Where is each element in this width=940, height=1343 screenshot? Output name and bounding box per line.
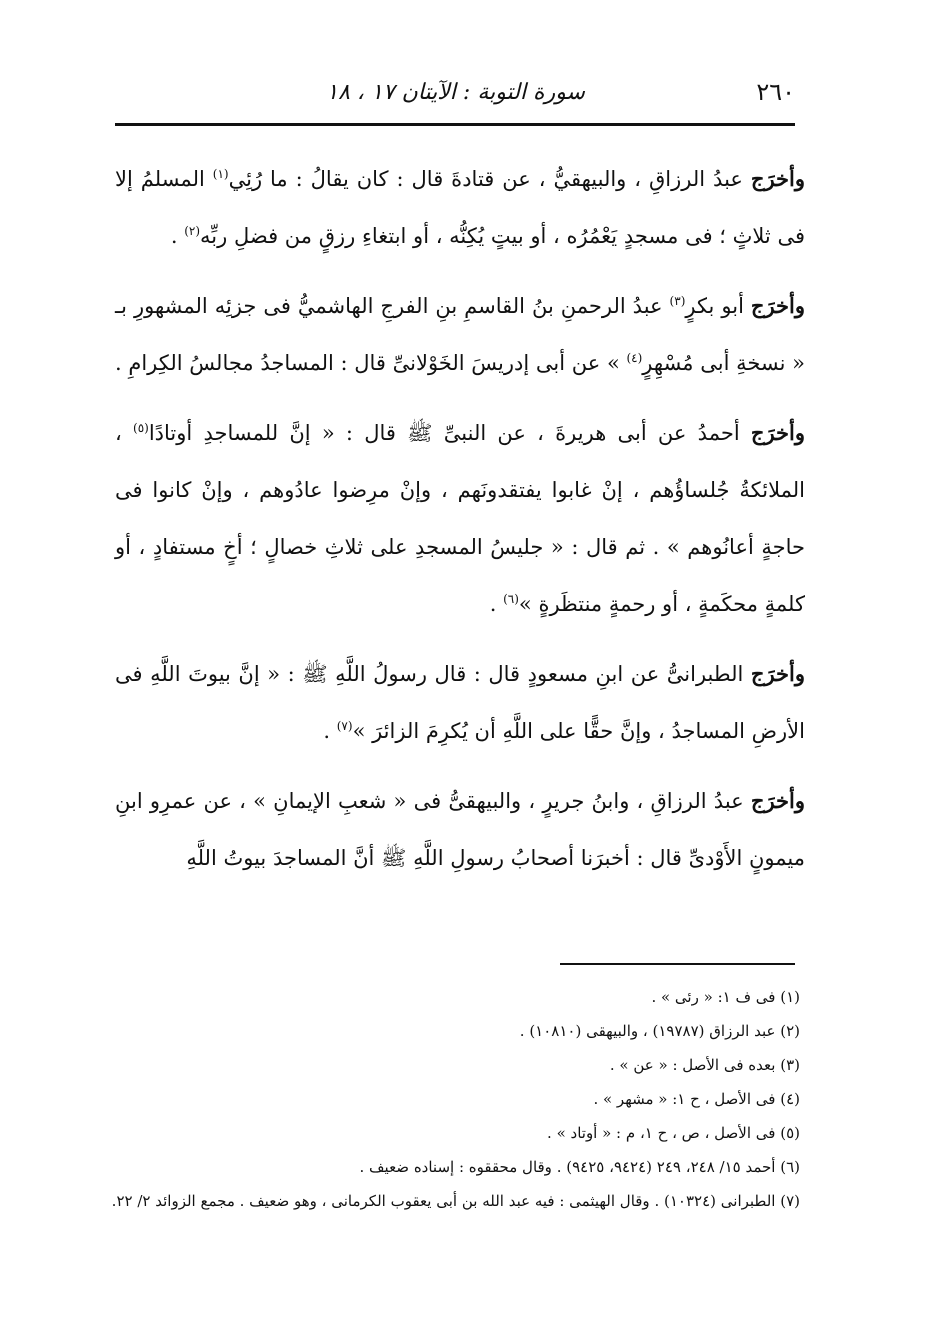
paragraph-text: . <box>170 224 185 248</box>
paragraph-text: » عن أبى إدريسَ الخَوْلانىِّ قال : المساجدُ مجالسُ الكِرامِ . <box>115 351 627 375</box>
paragraph-text: ، الملائكةُ جُلساؤُهم ، إنْ غابوا يفتقدونَهم ، وإنْ مرِضوا عادُوهم ، وإنْ كانوا فى حاجةٍ أعانُوهم » . ثم قال : « جليسُ المسجدِ على ثلاثِ خصالٍ ؛ أخٍ مستفادٍ ، أو كلمةٍ محكَمةٍ ، أو رحمةٍ منتظَرةٍ » <box>115 421 805 616</box>
running-title: سورة التوبة : الآيتان ١٧ ، ١٨ <box>326 80 585 105</box>
footnotes <box>111 980 800 1218</box>
page-header <box>115 78 795 118</box>
footnote-1: (١) فى ف ١: « رئى » . <box>651 988 800 1006</box>
paragraph-lead: وأخرَج <box>750 661 805 686</box>
paragraph-lead: وأخرَج <box>750 293 805 318</box>
paragraph-lead: وأخرَج <box>750 788 805 813</box>
main-text <box>115 150 805 899</box>
page-number: ٢٦٠ <box>756 78 795 106</box>
paragraph-4 <box>115 645 805 760</box>
paragraph-text: . <box>323 719 337 743</box>
footnote-marker: (٦) <box>503 592 519 606</box>
paragraph-text: . <box>489 592 504 616</box>
footnote-7: (٧) الطبرانى (١٠٣٢٤) . وقال الهيثمى : فيه عبد الله بن أبى يعقوب الكرمانى ، وهو ضعيف . مجمع الزوائد ٢/ ٢٢. <box>111 1192 800 1210</box>
paragraph-1 <box>115 150 805 265</box>
paragraph-3 <box>115 404 805 633</box>
footnote-rule <box>560 963 795 965</box>
paragraph-text: أحمدُ عن أبى هريرةَ ، عن النبىِّ ﷺ قال : « إنَّ للمساجدِ أوتادًا <box>148 421 751 445</box>
paragraph-text: المسلمُ إلا فى ثلاثٍ ؛ فى مسجدٍ يَعْمُرُه ، أو بيتٍ يُكِنُّه ، أو ابتغاءِ رزقٍ من فضلِ ربِّه <box>115 167 805 248</box>
footnote-6: (٦) أحمد ١٥/ ٢٤٨، ٢٤٩ (٩٤٢٤، ٩٤٢٥) . وقال محققوه : إسناده ضعيف . <box>359 1158 800 1176</box>
footnote-3: (٣) بعده فى الأصل : « عن » . <box>609 1056 800 1074</box>
paragraph-text: عبدُ الرزاقِ ، وابنُ جريرٍ ، والبيهقىُّ فى « شعبِ الإيمانِ » ، عن عمرِو ابنِ ميمونٍ الأَوْدىِّ قال : أخبرَنا أصحابُ رسولِ اللَّهِ ﷺ أنَّ المساجدَ بيوتُ اللَّهِ <box>115 789 805 870</box>
footnote-marker: (٤) <box>626 351 643 365</box>
paragraph-text: عبدُ الرزاقِ ، والبيهقيُّ ، عن قتادةَ قال : كان يقالُ : ما رُئِي <box>228 167 751 191</box>
footnote-marker: (١) <box>212 167 229 181</box>
footnote-marker: (٢) <box>184 224 201 238</box>
paragraph-text: أبو بكرٍ <box>685 294 751 318</box>
paragraph-lead: وأخرَج <box>750 420 805 445</box>
footnote-2: (٢) عبد الرزاق (١٩٧٨٧) ، والبيهقى (١٠٨١٠) . <box>519 1022 800 1040</box>
paragraph-5 <box>115 772 805 887</box>
footnote-4: (٤) فى الأصل ، ح ١: « مشهر » . <box>593 1090 800 1108</box>
footnote-marker: (٧) <box>336 719 353 733</box>
header-rule <box>115 123 795 126</box>
footnote-marker: (٣) <box>669 294 686 308</box>
paragraph-lead: وأخرَج <box>750 166 805 191</box>
paragraph-text: الطبرانىُّ عن ابنِ مسعودٍ قال : قال رسولُ اللَّهِ ﷺ : « إنَّ بيوتَ اللَّهِ فى الأرضِ المساجدُ ، وإنَّ حقًّا على اللَّهِ أن يُكرِمَ الزائرَ » <box>115 662 805 743</box>
paragraph-2 <box>115 277 805 392</box>
footnote-marker: (٥) <box>133 421 149 435</box>
footnote-5: (٥) فى الأصل ، ص ، ح ١، م : « أوتاد » . <box>547 1124 800 1142</box>
paragraph-text: عبدُ الرحمنِ بنُ القاسمِ بنِ الفرجِ الهاشميُّ فى جزئِه المشهورِ بـ « نسخةِ أبى مُسْهِرٍ <box>115 294 805 375</box>
